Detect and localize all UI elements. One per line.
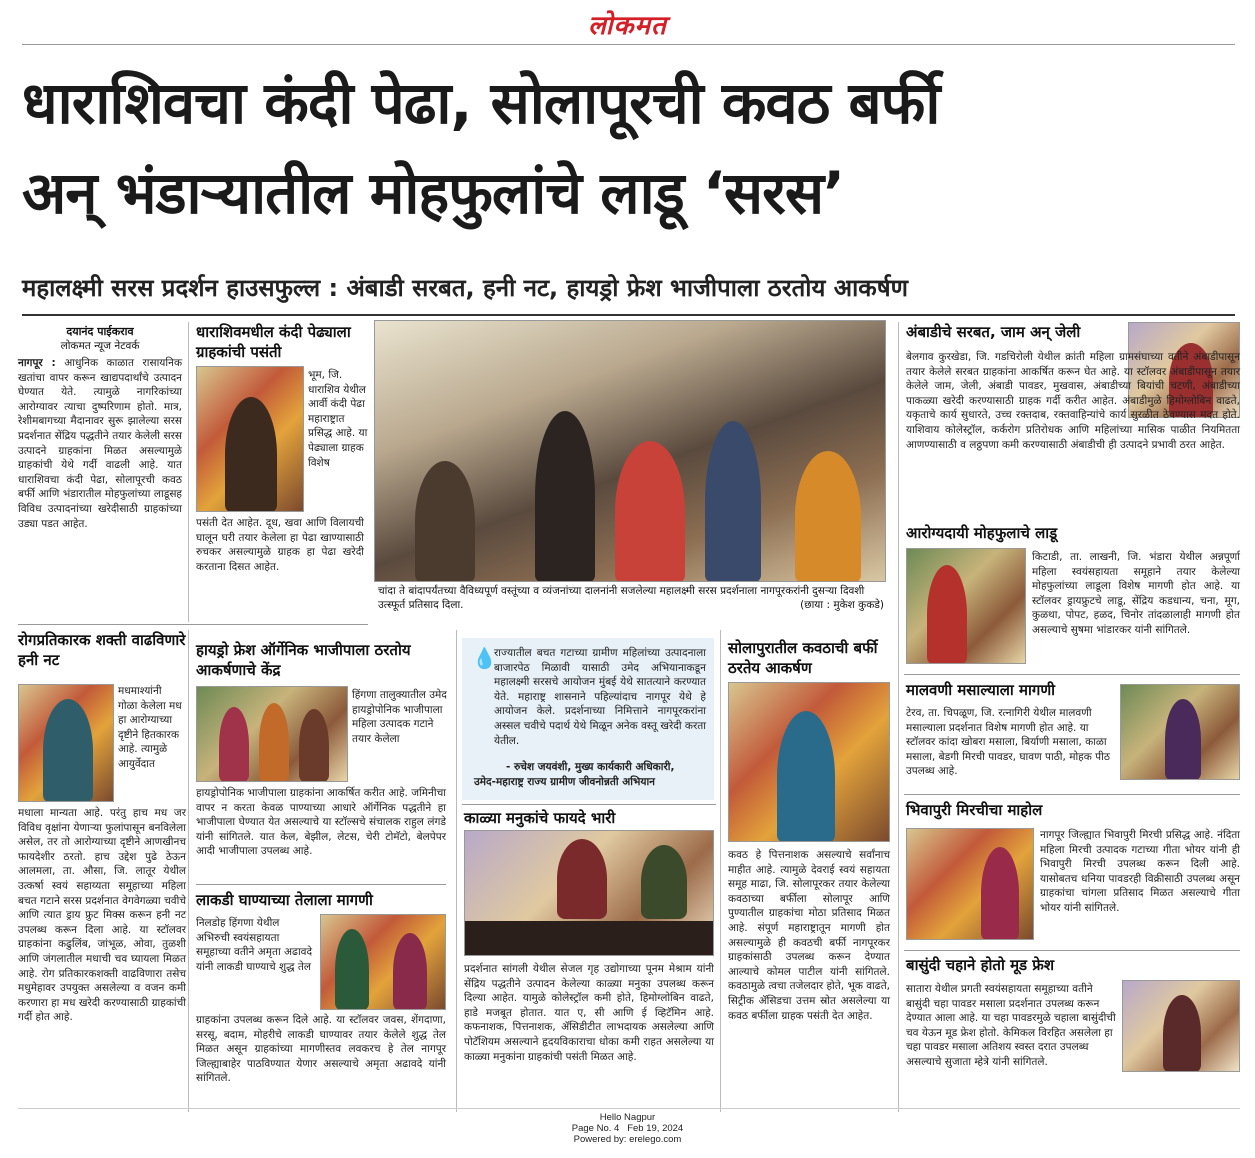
basundi-text: सातारा येथील प्रगती स्वयंसहायता समूहाच्या वतीने बासुंदी चहा पावडर मसाला प्रदर्शनात उपलब्ध करून देण्यात आला आहे. या चहा पावडरमुळे चहाला बासुंदीची चव येऊन मूड फ्रेश होतो. केमिकल विरहित असलेला हा चहा पावडर मसाला अतिशय स्वस्त दरात उपलब्ध असल्याचे सुजाता म्हेत्रे यांनी सांगितले. <box>906 983 1116 1068</box>
peda-text-below: पसंती देत आहेत. दूध, खवा आणि विलायची घालून घरी तयार केलेला हा पेढा खाण्यासाठी रुचकर असल्यामुळे ग्राहक हा पेढा खरेदी करताना दिसत आहेत. <box>196 517 364 573</box>
hydro-title: हायड्रो फ्रेश ऑर्गेनिक भाजीपाला ठरतोय आकर्षणाचे केंद्र <box>196 641 411 679</box>
masthead <box>0 0 1255 44</box>
honey-text-below: मधाला मान्यता आहे. परंतु हाच मध जर विविध वृक्षांना येणाऱ्या फुलांपासून बनविलेला असेल, तर तो आरोग्याच्या दृष्टीने आणखीनच फायदेशीर ठरतो. हाच उद्देश पुढे ठेऊन आलमला, ता. औसा, जि. लातूर येथील उत्कर्षा स्वयं सहाय्यता समूहाच्या महिला बचत गटाने सरस प्रदर्शनात वेगवेगळ्या चवीचे आणि त्यात ड्राय फ्रुट मिक्स करून हनी नट उपलब्ध करून दिला आहे. या स्टॉलवर ग्राहकांना कढुलिंब, जांभूळ, ओवा, तुळशी आणि जंगलातील मधाची चव घ्यायला मिळत आहे. रोग प्रतिकारकशक्ती वाढविणारा तसेच मधुमेहावर उपयुक्त असलेल्या व वजन कमी करणारा हा मध खरेदी करण्यासाठी ग्राहकांची गर्दी होत आहे. <box>18 807 186 1024</box>
quote-box <box>462 638 714 800</box>
section-divider <box>462 804 716 805</box>
subheadline: महालक्ष्मी सरस प्रदर्शन हाउसफुल्ल : अंबाडी सरबत, हनी नट, हायड्रो फ्रेश भाजीपाला ठरतोय आकर्षण <box>22 274 908 302</box>
lakdi-title: लाकडी घाण्याच्या तेलाला मागणी <box>196 891 373 909</box>
dateline: नागपूर : <box>18 357 56 369</box>
kavath-photo <box>728 682 890 842</box>
newspaper-logo: लोकमत <box>588 11 667 41</box>
column-divider <box>898 322 899 1112</box>
ambadi-text: बेलगाव कुरखेडा, जि. गडचिरोली येथील क्रांती महिला ग्रामसंघाच्या वतीने अंबाडीपासून तयार केलेले सरबत ग्राहकांना आकर्षित करून घेत आहे. या स्टॉलवर अंबाडीपासून तयार केलेले जाम, जेली, अंबाडी पावडर, मुखवास, अंबाडीच्या बियांची चटणी, अंबाडीच्या पाकळ्या खरेदी करण्यासाठी ग्राहक गर्दी करीत आहेत. अंबाडीमुळे हिमोग्लोबिन वाढते, यकृताचे कार्य सुधारते, उच्च रक्तदाब, रक्तवाहिन्यांचे कार्य सुरळीत ठेवण्यास मदत होते. याशिवाय कोलेस्ट्रॉल, कर्करोग प्रतिरोधक आणि महिलांच्या मासिक पाळीत नियमितता आणण्यासाठी व लठ्ठपणा कमी करण्यासाठी अंबाडीची ही उत्पादने प्रभावी ठरत आहेत. <box>906 351 1240 451</box>
byline-name: दयानंद पाईकराव <box>66 325 134 338</box>
water-drop-icon: 💧 <box>472 646 497 670</box>
peda-title: धाराशिवमधील कंदी पेढ्याला ग्राहकांची पसंती <box>196 323 351 361</box>
lead-article <box>18 324 182 531</box>
honey-title: रोगप्रतिकारक शक्ती वाढविणारे हनी नट <box>18 631 186 669</box>
footer-rule <box>18 1108 1240 1109</box>
malvani-title: मालवणी मसाल्याला मागणी <box>906 681 1056 699</box>
malvani-text: टेरव, ता. चिपळूण, जि. रत्नागिरी येथील मालवणी मसाल्याला प्रदर्शनात विशेष मागणी होत आहे. या स्टॉलवर कांदा खोबरा मसाला, बिर्याणी मसाला, काळा मसाला, बेडगी मिरची पावडर, घावण पाठी, मोहक पीठ उपलब्ध आहे. <box>906 707 1110 778</box>
lakdi-text-below: ग्राहकांना उपलब्ध करून दिले आहे. या स्टॉलवर जवस, शेंगदाणा, सरसू, बदाम, मोहरीचे लाकडी घाण्यावर तयार केलेले शुद्ध तेल मिळत असून ग्राहकांच्या मागणीस्तव लवकरच हे तेल नागपूर जिल्ह्याबाहेर पाठविण्यात येणार असल्याचे अमृता अढावदे यांनी सांगितले. <box>196 1014 446 1085</box>
main-photo-caption <box>378 584 884 612</box>
basundi-title: बासुंदी चहाने होतो मूड फ्रेश <box>906 956 1055 974</box>
column-divider <box>188 322 189 622</box>
section-divider <box>18 624 368 625</box>
headline-line-1: धाराशिवचा कंदी पेढा, सोलापूरची कवठ बर्फी <box>22 69 940 137</box>
mohful-photo <box>906 548 1026 664</box>
section-divider <box>196 884 446 885</box>
column-divider <box>456 630 457 1112</box>
section-divider <box>904 794 1240 795</box>
footer <box>0 1112 1255 1145</box>
subheadline-rule <box>22 314 1235 316</box>
mirchi-photo <box>906 828 1034 940</box>
ambadi-title: अंबाडीचे सरबत, जाम अन् जेली <box>906 323 1081 341</box>
lakdi-photo <box>320 914 446 1010</box>
lead-body <box>18 356 182 531</box>
mohful-text: किटाडी, ता. लाखनी, जि. भंडारा येथील अन्नपूर्णा महिला स्वयंसहायता समूहाने तयार केलेल्या मोहफुलांच्या लाडूला विशेष मागणी होत आहे. या स्टॉलवर ड्रायफ्रुटचे लाडू, सेंद्रिय कडधान्य, चना, मूग, कुळथा, पोपट, हळद, चिनोर तांदळालाही मागणी होत असल्याचे सुषमा भांडारकर यांनी सांगितले. <box>1032 551 1240 636</box>
honey-photo <box>18 684 114 802</box>
column-divider <box>720 630 721 1112</box>
byline-agency: लोकमत न्यूज नेटवर्क <box>60 340 140 352</box>
malvani-photo <box>1120 684 1240 780</box>
peda-text-side: भूम, जि. धाराशिव येथील आर्वी कंदी पेढा महाराष्ट्रात प्रसिद्ध आहे. या पेढ्याला ग्राहक विशेष <box>308 369 368 469</box>
mirchi-title: भिवापुरी मिरचीचा माहोल <box>906 801 1043 819</box>
quote-text: राज्यातील बचत गटाच्या ग्रामीण महिलांच्या उत्पादनाला बाजारपेठ मिळावी यासाठी उमेद अभियानाकडून महालक्ष्मी सरसचे आयोजन मुंबई येथे सातत्याने करण्यात येते. महाराष्ट्र शासनाने पहिल्यांदाच नागपूर येथे हे आयोजन केले. प्रदर्शनाच्या निमित्ताने नागपूरकरांना अस्सल चवीचे पदार्थ येथे मिळून अनेक वस्तू खरेदी करता येतील. <box>494 647 706 747</box>
lead-text: आधुनिक काळात रासायनिक खतांचा वापर करून खाद्यपदार्थांचे उत्पादन घेण्यात येते. त्यामुळे नागरिकांच्या आरोग्यावर त्याचा दुष्परिणाम होतो. मात्र, रेशीमबागच्या मैदानावर सुरू झालेल्या सरस प्रदर्शनात सेंद्रिय पद्धतीने तयार केलेली सरस उत्पादने ग्राहकांना मिळत असल्यामुळे ग्राहकांची येथे गर्दी वाढली आहे. यात धाराशिवचा कंदी पेढा, सोलापूरची कवठ बर्फी आणि भंडारातील मोहफुलांच्या लाडूसह विविध उत्पादनांच्या खरेदीसाठी ग्राहकांच्या उड्या पडत आहेत. <box>18 357 183 530</box>
mohful-title: आरोग्यदायी मोहफुलाचे लाडू <box>906 524 1058 542</box>
footer-powered-by[interactable]: Powered by: erelego.com <box>573 1134 682 1145</box>
hydro-photo <box>196 686 348 782</box>
quote-attribution-1: - रुचेश जयवंशी, मुख्य कार्यकारी अधिकारी, <box>506 761 675 773</box>
hydro-text-below: हायड्रोपोनिक भाजीपाला ग्राहकांना आकर्षित करीत आहे. जमिनीचा वापर न करता केवळ पाण्याच्या आधारे ऑर्गेनिक पद्धतीने हा भाजीपाला घेण्यात येत असल्याचे या स्टॉल्सचे संचालक राहुल लंगडे यांनी सांगितले. यात केल, बेझील, लेटस, चेरी टोमॅटो, बेलपेपर आदी भाजीपाला उपलब्ध आहे. <box>196 787 446 858</box>
exhibition-main-photo <box>374 320 886 582</box>
kavath-title: सोलापुरातील कवठाची बर्फी ठरतेय आकर्षण <box>728 639 878 677</box>
photo-credit: (छाया : मुकेश कुकडे) <box>800 599 884 611</box>
peda-section <box>196 322 364 362</box>
caption-text: चांदा ते बांदापर्यंतच्या वैविध्यपूर्ण वस्तूंच्या व व्यंजनांच्या दालनांनी सजलेल्या महालक्ष्मी सरस प्रदर्शनाला नागपूरकरांनी दुसऱ्या दिवशी उत्स्फूर्त प्रतिसाद दिला. <box>378 585 865 611</box>
section-divider <box>904 950 1240 951</box>
manuka-photo <box>464 830 714 956</box>
footer-page-date: Page No. 4 Feb 19, 2024 <box>571 1123 684 1134</box>
kavath-text: कवठ हे पित्तनाशक असल्याचे सर्वांनाच माहीत आहे. त्यामुळे देवराई स्वयं सहायता समूह माढा, जि. सोलापूरकर तयार केलेल्या कवठाच्या बर्फीला सोलापूर आणि पुण्यातील ग्राहकांचा मोठा प्रतिसाद मिळत आहे. संपूर्ण महाराष्ट्रातून मागणी होत असल्यामुळे ही कवठची बर्फी नागपूरकर ग्राहकांसाठी उपलब्ध करून देण्यात आल्याचे कोमल पाटील यांनी सांगितले. कवठामुळे त्वचा तजेलदार होते, भूक वाढते, सिट्रीक ॲसिडचा उत्तम स्रोत असलेल्या या कवठ बर्फीला ग्राहक पसंती देत आहेत. <box>728 849 891 1022</box>
honey-text-side: मधमाश्यांनी गोळा केलेला मध हा आरोग्याच्या दृष्टीने हितकारक आहे. त्यामुळे आयुर्वेदात <box>118 685 182 770</box>
mirchi-text: नागपूर जिल्ह्यात भिवापुरी मिरची प्रसिद्ध आहे. नंदिता महिला मिरची उत्पादक गटाच्या गीता भोयर यांनी ही भिवापुरी मिरची उपलब्ध करून दिली आहे. यासोबतच धनिया पावडरही विक्रीसाठी उपलब्ध असून ग्राहकांचा चांगला प्रतिसाद मिळत असल्याचे गीता भोयर यांनी सांगितले. <box>1040 829 1240 914</box>
quote-attribution-2: उमेद-महाराष्ट्र राज्य ग्रामीण जीवनोन्नती अभियान <box>474 776 655 788</box>
manuka-title: काळ्या मनुकांचे फायदे भारी <box>464 809 616 827</box>
footer-edition: Hello Nagpur <box>599 1112 656 1123</box>
manuka-text: प्रदर्शनात सांगली येथील सेजल गृह उद्योगाच्या पूनम मेश्राम यांनी सेंद्रिय पद्धतीने उत्पादन केलेल्या काळ्या मनुका उपलब्ध करून दिल्या आहेत. यामुळे कोलेस्ट्रॉल कमी होते, हिमोग्लोबिन वाढते, हाडे मजबूत होतात. यात ए, सी आणि ई व्हिटॅमिन आहे. कफनाशक, पित्तनाशक, ॲसिडीटीत लाभदायक असलेल्या आणि पोटॅशियम असल्याने हृदयविकाराचा धोका कमी राहत असलेल्या या काळ्या मनुकांना ग्राहकांची पसंती मिळत आहे. <box>464 963 714 1063</box>
section-divider <box>904 674 1240 675</box>
basundi-photo <box>1122 980 1240 1072</box>
masthead-divider <box>22 44 1235 45</box>
column-divider <box>188 630 189 1112</box>
peda-photo <box>196 366 304 512</box>
lakdi-text-side: निलडोह हिंगणा येथील अभिरुची स्वयंसहायता समूहाच्या वतीने अमृता अढावदे यांनी लाकडी घाण्याचे शुद्ध तेल <box>196 917 313 973</box>
hydro-text-side: हिंगणा तालुक्यातील उमेद हायड्रोपोनिक भाजीपाला महिला उत्पादक गटाने तयार केलेला <box>352 689 447 745</box>
headline-line-2: अन् भंडाऱ्यातील मोहफुलांचे लाडू ‘सरस’ <box>22 159 845 227</box>
